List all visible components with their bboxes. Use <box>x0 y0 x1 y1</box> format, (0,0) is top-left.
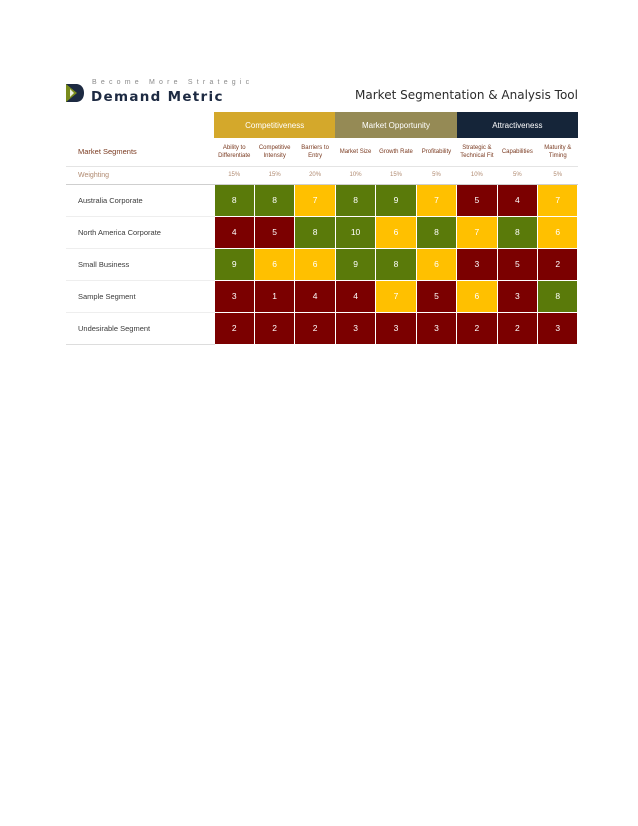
score-cell: 8 <box>254 184 294 216</box>
column-header: Ability to Differentiate <box>214 138 254 166</box>
score-cell: 5 <box>254 216 294 248</box>
column-header: Barriers to Entry <box>295 138 335 166</box>
column-header: Market Size <box>335 138 375 166</box>
score-cell: 2 <box>295 312 335 344</box>
segmentation-table <box>66 112 578 345</box>
demand-metric-logo <box>64 79 254 105</box>
score-cell: 3 <box>538 312 578 344</box>
score-cell: 4 <box>497 184 537 216</box>
score-cell: 8 <box>376 248 416 280</box>
group-header-row <box>66 112 578 138</box>
segment-name: Undesirable Segment <box>66 312 214 344</box>
score-cell: 8 <box>497 216 537 248</box>
segment-name: Sample Segment <box>66 280 214 312</box>
segment-name: Australia Corporate <box>66 184 214 216</box>
segment-row <box>66 280 578 312</box>
segment-name: North America Corporate <box>66 216 214 248</box>
segment-row <box>66 184 578 216</box>
score-cell: 4 <box>295 280 335 312</box>
score-cell: 6 <box>416 248 456 280</box>
weighting-value: 20% <box>295 166 335 184</box>
column-header-row <box>66 138 578 166</box>
score-cell: 8 <box>214 184 254 216</box>
score-cell: 8 <box>416 216 456 248</box>
weighting-value: 10% <box>335 166 375 184</box>
score-cell: 4 <box>214 216 254 248</box>
segment-row <box>66 216 578 248</box>
score-cell: 3 <box>214 280 254 312</box>
group-header-spacer <box>66 112 214 138</box>
column-header: Capabilities <box>497 138 537 166</box>
score-cell: 3 <box>376 312 416 344</box>
segment-row <box>66 248 578 280</box>
page-title: Market Segmentation & Analysis Tool <box>355 88 578 102</box>
group-market-opportunity: Market Opportunity <box>335 112 456 138</box>
score-cell: 5 <box>497 248 537 280</box>
score-cell: 9 <box>335 248 375 280</box>
score-cell: 5 <box>416 280 456 312</box>
logo-tagline: Become More Strategic <box>92 79 254 86</box>
score-cell: 2 <box>497 312 537 344</box>
weighting-value: 5% <box>538 166 578 184</box>
weighting-value: 10% <box>457 166 497 184</box>
group-attractiveness: Attractiveness <box>457 112 578 138</box>
logo-mark-icon <box>64 82 86 104</box>
weighting-value: 5% <box>416 166 456 184</box>
segment-rows <box>66 184 578 344</box>
score-cell: 3 <box>335 312 375 344</box>
score-cell: 3 <box>457 248 497 280</box>
column-header: Strategic & Technical Fit <box>457 138 497 166</box>
score-cell: 6 <box>295 248 335 280</box>
logo-brand-name: Demand Metric <box>91 89 224 105</box>
score-cell: 3 <box>497 280 537 312</box>
weighting-label: Weighting <box>66 166 214 184</box>
score-cell: 7 <box>416 184 456 216</box>
score-cell: 2 <box>254 312 294 344</box>
score-cell: 7 <box>457 216 497 248</box>
score-cell: 8 <box>295 216 335 248</box>
score-cell: 7 <box>376 280 416 312</box>
weighting-value: 15% <box>254 166 294 184</box>
column-header: Profitability <box>416 138 456 166</box>
score-cell: 9 <box>376 184 416 216</box>
score-cell: 6 <box>376 216 416 248</box>
score-cell: 8 <box>538 280 578 312</box>
weighting-value: 15% <box>376 166 416 184</box>
score-cell: 6 <box>254 248 294 280</box>
group-competitiveness: Competitiveness <box>214 112 335 138</box>
score-cell: 7 <box>538 184 578 216</box>
segment-name: Small Business <box>66 248 214 280</box>
score-cell: 9 <box>214 248 254 280</box>
segment-row <box>66 312 578 344</box>
score-cell: 6 <box>538 216 578 248</box>
score-cell: 2 <box>457 312 497 344</box>
score-cell: 2 <box>214 312 254 344</box>
score-cell: 5 <box>457 184 497 216</box>
score-cell: 7 <box>295 184 335 216</box>
score-cell: 6 <box>457 280 497 312</box>
score-cell: 8 <box>335 184 375 216</box>
score-cell: 2 <box>538 248 578 280</box>
score-cell: 1 <box>254 280 294 312</box>
score-cell: 10 <box>335 216 375 248</box>
column-header: Maturity & Timing <box>538 138 578 166</box>
weighting-value: 15% <box>214 166 254 184</box>
column-header: Competitive Intensity <box>254 138 294 166</box>
score-cell: 3 <box>416 312 456 344</box>
column-header: Growth Rate <box>376 138 416 166</box>
market-segments-header: Market Segments <box>66 138 214 166</box>
score-cell: 4 <box>335 280 375 312</box>
weighting-value: 5% <box>497 166 537 184</box>
weighting-row <box>66 166 578 184</box>
